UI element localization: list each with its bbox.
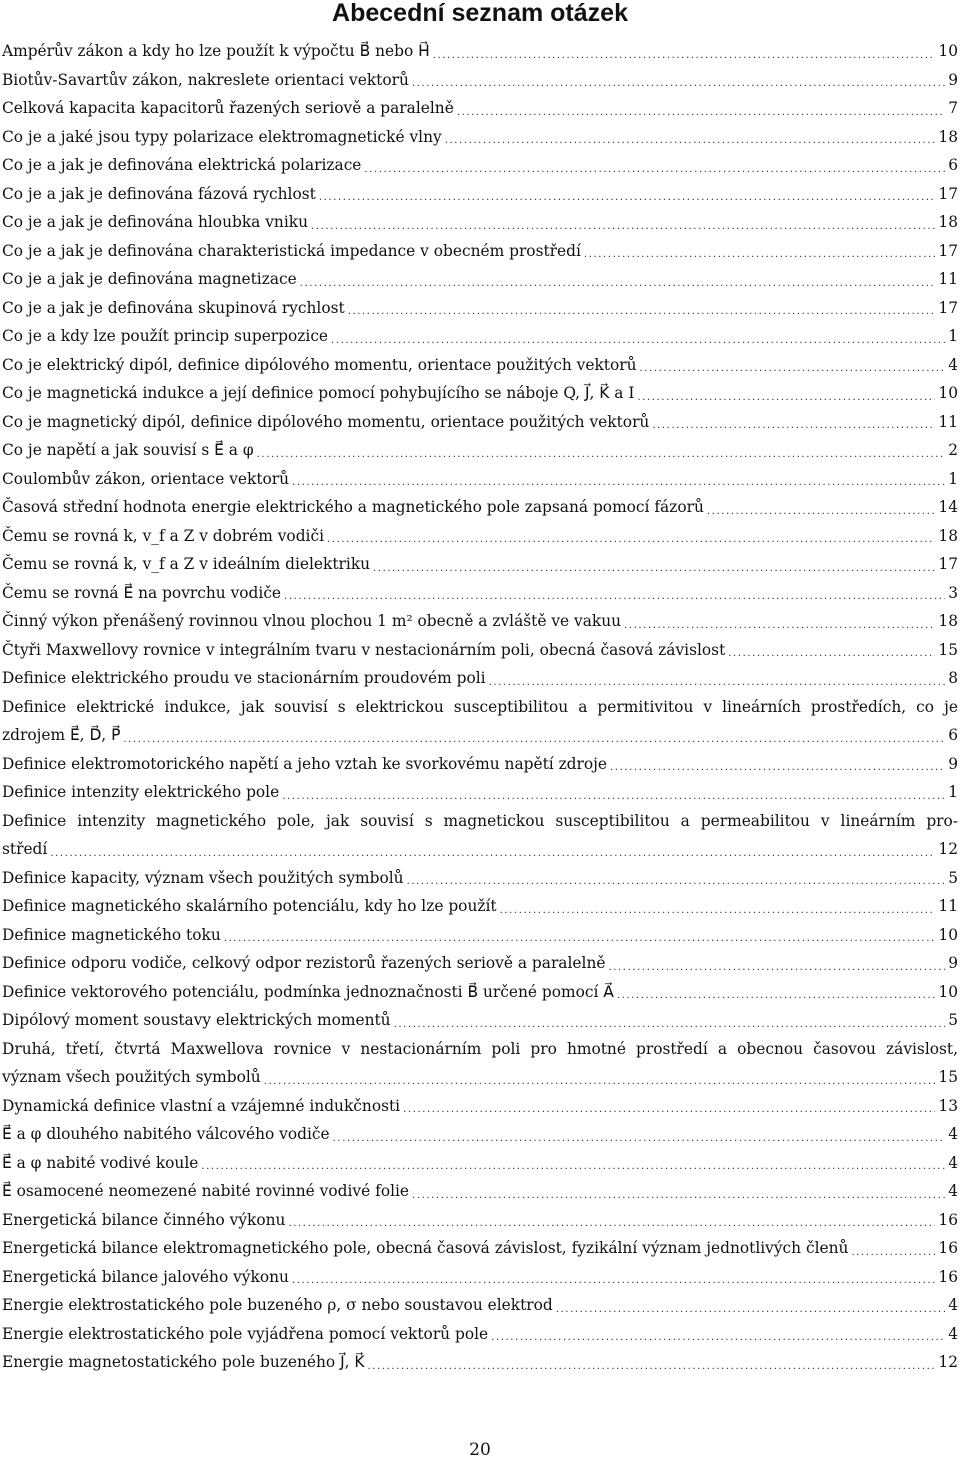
dot-leader [292,1271,935,1291]
dot-leader [123,730,945,750]
index-entry-page: 17 [938,555,958,573]
index-entry-text: Definice elektrického proudu ve stacionárním proudovém poli [2,669,486,687]
index-entry-text: Energetická bilance elektromagnetického pole, obecná časová závislost, fyzikální význam jednotlivých členů [2,1239,849,1257]
dot-leader [282,787,945,807]
index-entry-page: 10 [938,925,958,944]
index-entry-page: 10 [938,384,958,402]
dot-leader [556,1300,945,1320]
dot-leader [257,445,946,465]
index-entry[interactable] [2,949,958,978]
index-entry-text: Ampérův zákon a kdy ho lze použít k výpočtu B⃗ nebo H⃗ [2,42,430,60]
dot-leader [608,958,945,978]
dot-leader [489,673,946,693]
index-entry-page: 9 [948,954,958,972]
index-entry-page: 18 [938,127,958,146]
index-entry[interactable] [2,522,958,551]
index-entry[interactable] [2,379,958,408]
index-entry-text: Energetická bilance jalového výkonu [2,1267,289,1286]
index-entry-page: 18 [938,213,958,231]
alphabetical-question-index [2,37,958,1377]
index-entry[interactable] [2,1234,958,1263]
index-entry-text: Dynamická definice vlastní a vzájemné indukčnosti [2,1096,401,1115]
index-entry-text: Činný výkon přenášený rovinnou vlnou plochou 1 m² obecně a zvláště ve vakuu [2,612,622,630]
index-entry-text: Co je a jak je definována charakteristická impedance v obecném prostředí [2,241,581,260]
index-entry-page: 4 [948,1296,958,1314]
dot-leader [368,1357,936,1377]
dot-leader [348,302,936,322]
index-entry-line2 [2,721,958,750]
index-entry-text: Co je a jak je definována elektrická polarizace [2,156,362,174]
index-entry[interactable] [2,37,958,66]
index-entry[interactable] [2,493,958,522]
index-entry-text: Definice vektorového potenciálu, podmínka jednoznačnosti B⃗ určené pomocí A⃗ [2,982,614,1001]
index-entry[interactable] [2,208,958,237]
index-entry[interactable] [2,1206,958,1235]
dot-leader [412,1186,945,1206]
index-entry-page: 17 [938,241,958,260]
index-entry-page: 1 [948,783,958,801]
dot-leader [364,160,945,180]
index-entry-page: 17 [938,184,958,203]
index-entry[interactable] [2,66,958,95]
dot-leader [333,1129,946,1149]
index-entry-text: Definice elektromotorického napětí a jeho vztah ke svorkovému napětí zdroje [2,754,608,773]
index-entry-text: Časová střední hodnota energie elektrického a magnetického pole zapsaná pomocí fázorů [2,498,704,516]
dot-leader [50,844,935,864]
index-entry[interactable] [2,778,958,807]
index-entry-page: 6 [948,726,958,744]
index-entry[interactable] [2,408,958,437]
index-entry-page: 10 [938,42,958,60]
index-entry[interactable] [2,807,958,864]
index-entry-text: Definice odporu vodiče, celkový odpor rezistorů řazených seriově a paralelně [2,954,606,972]
index-entry-page: 17 [938,298,958,317]
index-entry[interactable] [2,180,958,209]
index-entry-text: Co je magnetický dipól, definice dipólového momentu, orientace použitých vektorů [2,412,650,431]
index-entry-page: 4 [948,355,958,374]
index-entry-text: Co je magnetická indukce a její definice pomocí pohybujícího se náboje Q, J⃗, K⃗ a I [2,384,635,402]
index-entry-text-line2: zdrojem E⃗, D⃗, P⃗ [2,726,121,744]
index-entry-text: Energie elektrostatického pole vyjádřena pomocí vektorů pole [2,1324,489,1343]
index-entry-page: 3 [948,583,958,602]
index-entry-page: 4 [948,1182,958,1200]
dot-leader [500,901,936,921]
index-entry-text: Definice magnetického skalárního potenciálu, kdy ho lze použít [2,897,497,915]
index-entry[interactable] [2,1320,958,1349]
dot-leader [292,473,945,493]
dot-leader [457,103,945,123]
index-entry-text: Dipólový moment soustavy elektrických momentů [2,1011,391,1029]
index-entry-page: 13 [938,1096,958,1115]
dot-leader [284,587,945,607]
index-entry[interactable] [2,265,958,294]
index-entry[interactable] [2,1348,958,1377]
index-entry[interactable] [2,1149,958,1178]
index-entry-line2 [2,835,958,864]
index-entry-page: 9 [948,70,958,89]
index-entry-text: E⃗ a φ nabité vodivé koule [2,1153,199,1172]
index-entry[interactable] [2,921,958,950]
dot-leader [433,46,936,66]
index-entry-page: 4 [948,1324,958,1343]
index-entry-page: 9 [948,754,958,773]
dot-leader [412,74,945,94]
index-entry-text: Definice kapacity, význam všech použitých symbolů [2,868,404,887]
index-entry-page: 6 [948,156,958,174]
dot-leader [610,758,945,778]
index-entry-text: E⃗ osamocené neomezené nabité rovinné vodivé folie [2,1182,410,1200]
dot-leader [491,1328,945,1348]
index-entry-text: Definice intenzity elektrického pole [2,783,280,801]
dot-leader [319,188,936,208]
dot-leader [445,131,936,151]
index-entry[interactable] [2,1263,958,1292]
index-entry-page: 5 [948,868,958,887]
index-entry-page: 5 [948,1011,958,1029]
dot-leader [264,1072,936,1092]
index-entry-page: 18 [938,526,958,545]
index-entry[interactable] [2,579,958,608]
index-entry-text: Čtyři Maxwellovy rovnice v integrálním tvaru v nestacionárním poli, obecná časová závislost [2,640,726,659]
dot-leader [327,530,935,550]
index-entry-text: Energie magnetostatického pole buzeného J⃗, K⃗ [2,1353,365,1371]
dot-leader [300,274,936,294]
dot-leader [624,616,935,636]
index-entry-page: 11 [938,897,958,915]
index-entry-text: Coulombův zákon, orientace vektorů [2,469,290,488]
index-entry[interactable] [2,1006,958,1035]
dot-leader [407,872,946,892]
dot-leader [652,416,935,436]
index-entry-page: 10 [938,982,958,1001]
index-entry-page: 12 [938,1353,958,1371]
index-entry[interactable] [2,978,958,1007]
index-entry-page: 4 [948,1153,958,1172]
dot-leader [640,359,946,379]
index-entry-text: Čemu se rovná k, v_f a Z v dobrém vodiči [2,526,325,545]
dot-leader [288,1214,935,1234]
index-entry-page: 11 [938,412,958,431]
index-entry[interactable] [2,237,958,266]
index-entry-text-line1: Definice intenzity magnetického pole, jak souvisí s magnetickou susceptibilitou a permeabilitou v lineárním pro- [2,811,958,830]
index-entry[interactable] [2,664,958,693]
index-entry-text: Co je a kdy lze použít princip superpozice [2,327,329,345]
index-entry-text: Čemu se rovná k, v_f a Z v ideálním dielektriku [2,555,371,573]
index-entry[interactable] [2,636,958,665]
dot-leader [617,986,936,1006]
index-entry-page: 4 [948,1125,958,1143]
index-entry[interactable] [2,1291,958,1320]
index-entry[interactable] [2,750,958,779]
index-entry[interactable] [2,294,958,323]
index-entry-page: 12 [938,840,958,858]
dot-leader [311,217,935,237]
index-entry-text: Co je a jaké jsou typy polarizace elektromagnetické vlny [2,127,442,146]
index-entry-page: 16 [938,1210,958,1229]
index-entry-text: Celková kapacita kapacitorů řazených seriově a paralelně [2,99,454,117]
index-entry-text: Definice magnetického toku [2,925,221,944]
dot-leader [331,331,945,351]
index-entry-text: Co je a jak je definována magnetizace [2,270,297,288]
dot-leader [224,929,936,949]
index-entry[interactable] [2,94,958,123]
index-entry[interactable] [2,864,958,893]
index-entry[interactable] [2,322,958,351]
index-entry[interactable] [2,436,958,465]
index-entry-page: 16 [938,1267,958,1286]
index-entry-text: E⃗ a φ dlouhého nabitého válcového vodiče [2,1125,330,1143]
index-entry-text: Co je a jak je definována hloubka vniku [2,213,308,231]
index-entry[interactable] [2,693,958,750]
index-entry-text: Energie elektrostatického pole buzeného ρ, σ nebo soustavou elektrod [2,1296,553,1314]
index-entry-page: 2 [948,441,958,459]
index-entry-text: Čemu se rovná E⃗ na povrchu vodiče [2,583,282,602]
index-entry-text-line2: středí [2,840,48,858]
page-title: Abecední seznam otázek [332,0,628,27]
dot-leader [373,559,935,579]
dot-leader [637,388,935,408]
index-entry-text-line2: význam všech použitých symbolů [2,1068,261,1086]
dot-leader [394,1015,946,1035]
dot-leader [403,1100,935,1120]
index-entry-text-line1: Definice elektrické indukce, jak souvisí s elektrickou susceptibilitou a permitivitou v lineárních prostředích, co je [2,697,958,716]
index-entry[interactable] [2,351,958,380]
index-entry-page: 14 [938,498,958,516]
index-entry-text: Co je elektrický dipól, definice dipólového momentu, orientace použitých vektorů [2,355,637,374]
index-entry-page: 1 [948,327,958,345]
index-entry[interactable] [2,607,958,636]
index-entry-text: Co je a jak je definována fázová rychlost [2,184,316,203]
index-entry-page: 16 [938,1239,958,1257]
index-entry-line2 [2,1063,958,1092]
index-entry[interactable] [2,1177,958,1206]
index-entry-page: 1 [948,469,958,488]
index-entry-text-line1: Druhá, třetí, čtvrtá Maxwellova rovnice v nestacionárním poli pro hmotné prostředí a obecnou časovou závislost, [2,1039,958,1058]
index-entry[interactable] [2,1120,958,1149]
index-entry[interactable] [2,465,958,494]
index-entry-text: Co je napětí a jak souvisí s E⃗ a φ [2,441,254,459]
index-entry[interactable] [2,550,958,579]
index-entry-page: 15 [938,640,958,659]
dot-leader [584,245,936,265]
index-entry[interactable] [2,1035,958,1092]
dot-leader [851,1243,935,1263]
index-entry-page: 7 [948,99,958,117]
index-entry-page: 8 [948,669,958,687]
index-entry[interactable] [2,123,958,152]
index-entry-page: 18 [938,612,958,630]
index-entry[interactable] [2,892,958,921]
index-entry-text: Co je a jak je definována skupinová rychlost [2,298,345,317]
dot-leader [201,1157,945,1177]
index-entry[interactable] [2,151,958,180]
index-entry-page: 11 [938,270,958,288]
index-entry-page: 15 [938,1068,958,1086]
index-entry-text: Energetická bilance činného výkonu [2,1210,286,1229]
index-entry[interactable] [2,1092,958,1121]
dot-leader [728,644,935,664]
dot-leader [707,502,936,522]
page-number: 20 [469,1440,491,1460]
index-entry-text: Biotův-Savartův zákon, nakreslete orientaci vektorů [2,70,409,89]
